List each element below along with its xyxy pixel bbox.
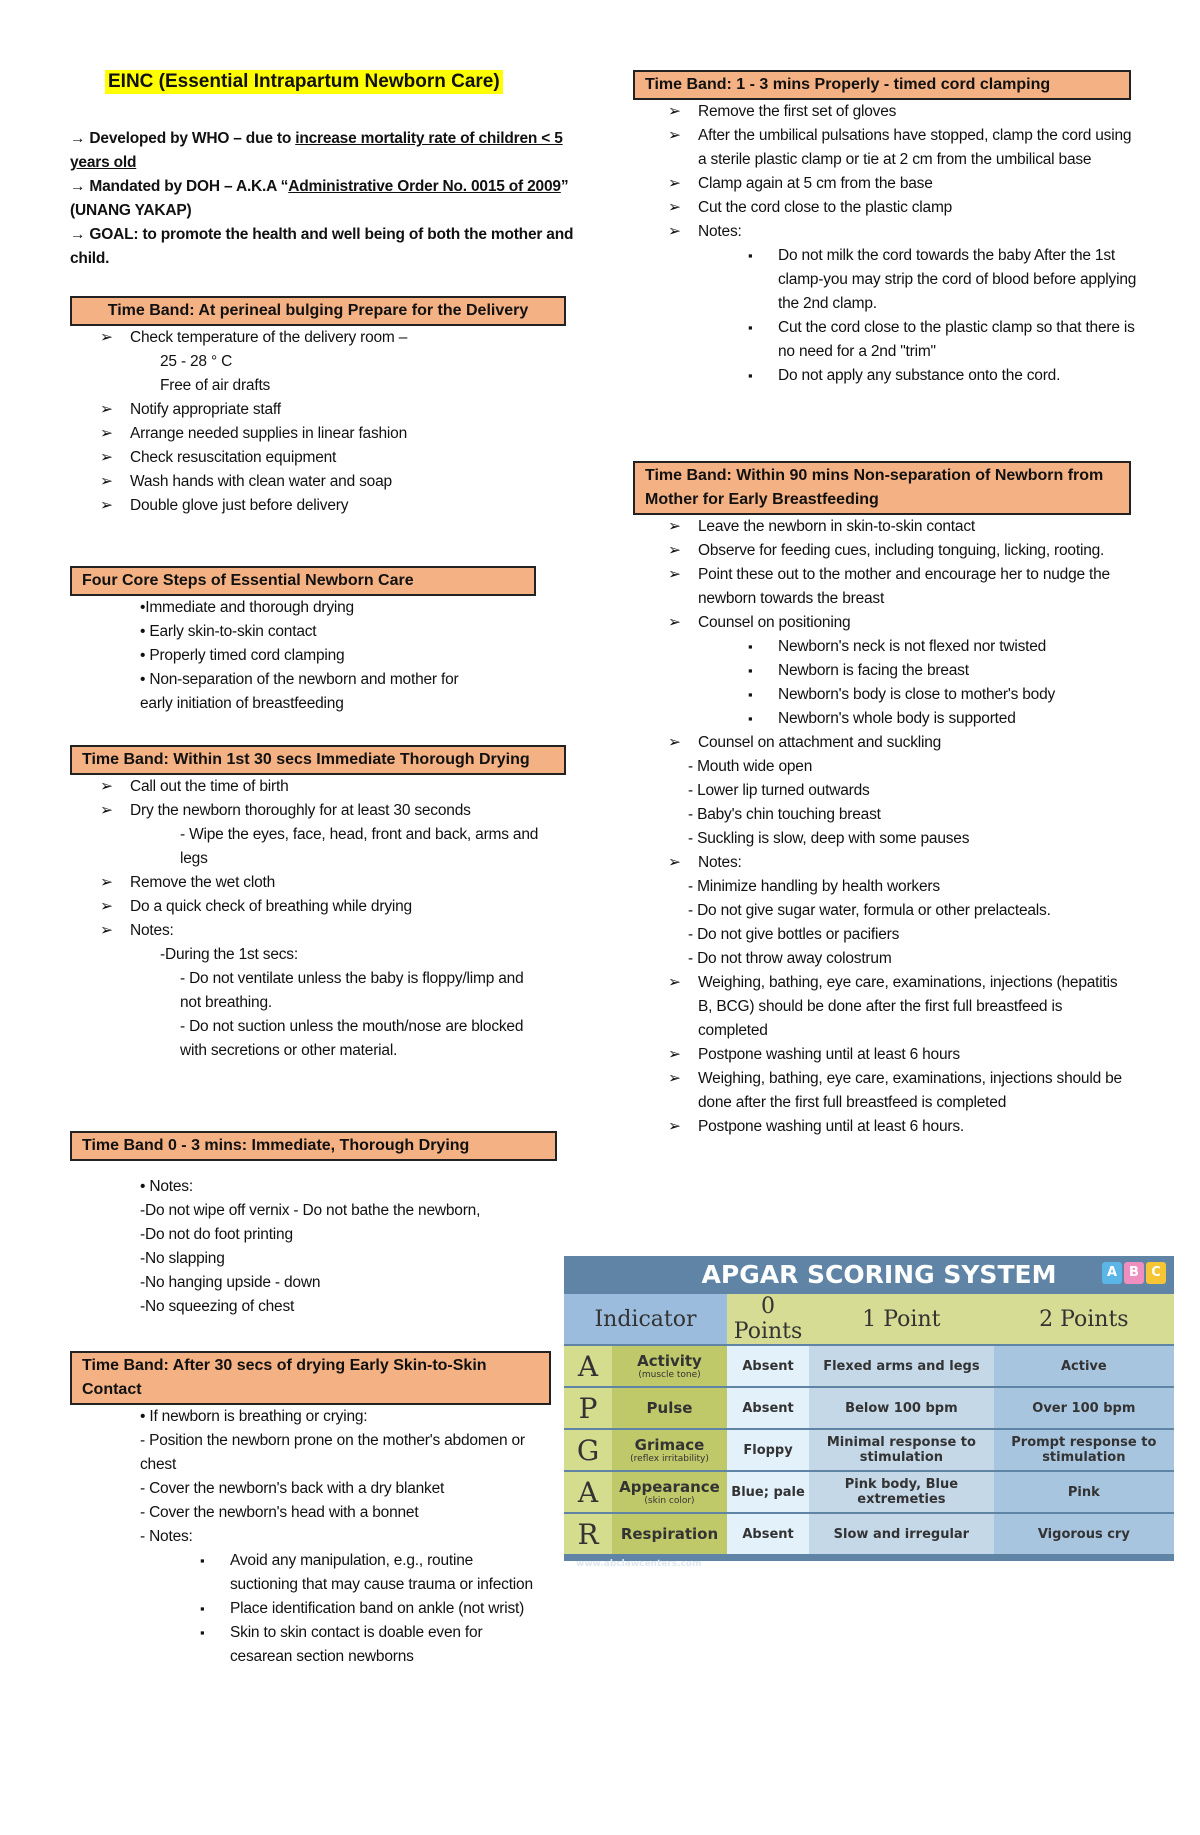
list-item-text: - Notes:	[140, 1528, 193, 1545]
list-item-text: Postpone washing until at least 6 hours.	[698, 1118, 965, 1135]
time-band-header: Time Band 0 - 3 mins: Immediate, Thorough Drying	[70, 1131, 557, 1161]
arrow-bullet-icon	[668, 220, 698, 244]
header-0: 0 Points	[727, 1294, 809, 1345]
list-item	[100, 1477, 540, 1501]
square-bullet-icon	[748, 659, 778, 683]
score-2-cell: Pink	[994, 1471, 1174, 1513]
indicator-cell	[612, 1429, 727, 1471]
list-item-text: Counsel on positioning	[698, 614, 851, 631]
list-item-text: - Do not ventilate unless the baby is floppy/limp and not breathing.	[180, 970, 524, 1011]
indicator-name: Grimace	[634, 1436, 705, 1454]
time-band-header: Time Band: Within 90 mins Non-separation of Newborn from Mother for Early Breastfeeding	[633, 461, 1131, 515]
list-item-text: -Do not do foot printing	[140, 1226, 293, 1243]
arrow-bullet-icon	[100, 446, 130, 470]
list-item	[100, 326, 540, 350]
list-item-text: - Cover the newborn's back with a dry blanket	[140, 1480, 445, 1497]
score-2-cell: Active	[994, 1345, 1174, 1387]
arrow-bullet-icon	[100, 919, 130, 943]
list-item-text: Clamp again at 5 cm from the base	[698, 175, 933, 192]
list-item-text: Leave the newborn in skin-to-skin contact	[698, 518, 975, 535]
list-item-text: • Notes:	[140, 1178, 193, 1195]
indicator-sub: (skin color)	[644, 1496, 695, 1506]
score-1-cell: Pink body, Blue extremeties	[809, 1471, 994, 1513]
square-bullet-icon	[200, 1597, 230, 1621]
block-c: C	[1146, 1262, 1166, 1284]
list-item	[100, 1015, 540, 1063]
list-item-text: Newborn's neck is not flexed nor twisted	[778, 638, 1047, 655]
list-item-text: Wash hands with clean water and soap	[130, 473, 392, 490]
time-band-header: Time Band: Within 1st 30 secs Immediate Thorough Drying	[70, 745, 566, 775]
apgar-letter: A	[564, 1345, 612, 1387]
list-item-text: Weighing, bathing, eye care, examinations, injections (hepatitis B, BCG) should be done after the first full breastfeed is completed	[698, 974, 1118, 1039]
list-item-text: -Do not wipe off vernix - Do not bathe the newborn,	[140, 1202, 481, 1219]
block-a: A	[1102, 1262, 1122, 1284]
indicator-name: Pulse	[646, 1399, 693, 1417]
section-list	[100, 775, 540, 1063]
arrow-bullet-icon	[100, 775, 130, 799]
arrow-bullet-icon	[100, 470, 130, 494]
list-item	[100, 919, 540, 943]
square-bullet-icon	[200, 1621, 230, 1669]
list-item	[100, 1597, 540, 1621]
list-item	[668, 539, 1128, 563]
indicator-cell	[612, 1513, 727, 1555]
list-item	[668, 707, 1128, 731]
score-1-cell: Minimal response to stimulation	[809, 1429, 994, 1471]
list-item-text: -No hanging upside - down	[140, 1274, 321, 1291]
list-item	[100, 620, 560, 644]
list-item	[100, 692, 560, 716]
score-1-cell: Below 100 bpm	[809, 1387, 994, 1429]
list-item-text: Postpone washing until at least 6 hours	[698, 1046, 960, 1063]
score-1-cell: Slow and irregular	[809, 1513, 994, 1555]
square-bullet-icon	[748, 316, 778, 364]
list-item	[100, 1199, 570, 1223]
list-item-text: - Do not suction unless the mouth/nose are blocked with secretions or other material.	[180, 1018, 524, 1059]
score-2-cell: Prompt response to stimulation	[994, 1429, 1174, 1471]
indicator-cell	[612, 1345, 727, 1387]
list-item	[668, 755, 1128, 779]
list-item	[668, 220, 1138, 244]
block-b: B	[1124, 1262, 1144, 1284]
list-item-text: -No slapping	[140, 1250, 225, 1267]
arrow-bullet-icon	[668, 196, 698, 220]
arrow-bullet-icon	[100, 799, 130, 823]
list-item	[100, 470, 540, 494]
list-item	[100, 374, 540, 398]
list-item-text: Observe for feeding cues, including tonguing, licking, rooting.	[698, 542, 1105, 559]
list-item	[100, 1501, 540, 1525]
apgar-letter: P	[564, 1387, 612, 1429]
arrow-bullet-icon	[668, 172, 698, 196]
list-item	[668, 100, 1138, 124]
square-bullet-icon	[748, 364, 778, 388]
list-item	[668, 683, 1128, 707]
indicator-sub: (muscle tone)	[638, 1370, 701, 1380]
list-item-text: Check resuscitation equipment	[130, 449, 337, 466]
indicator-sub: (reflex irritability)	[630, 1454, 709, 1464]
list-item	[100, 668, 560, 692]
apgar-title: APGAR SCORING SYSTEM	[701, 1260, 1057, 1289]
time-band-header: Four Core Steps of Essential Newborn Care	[70, 566, 536, 596]
list-item	[100, 1295, 570, 1319]
apgar-table-image	[564, 1256, 1174, 1569]
list-item	[100, 1175, 570, 1199]
apgar-row	[564, 1513, 1174, 1555]
arrow-bullet-icon	[100, 494, 130, 518]
list-item-text: Newborn's whole body is supported	[778, 710, 1016, 727]
apgar-letter: A	[564, 1471, 612, 1513]
list-item	[100, 943, 540, 967]
list-item-text: Cut the cord close to the plastic clamp	[698, 199, 953, 216]
list-item-text: - Lower lip turned outwards	[688, 782, 870, 799]
list-item-text: - Do not throw away colostrum	[688, 950, 892, 967]
section-list	[100, 596, 560, 716]
intro-doh-order: Administrative Order No. 0015 of 2009	[288, 178, 561, 195]
list-item-text: Check temperature of the delivery room –	[130, 329, 408, 346]
list-item	[668, 1043, 1128, 1067]
list-item-text: Do not milk the cord towards the baby After the 1st clamp-you may strip the cord of blood before applying the 2nd clamp.	[778, 247, 1137, 312]
list-item-text: - Baby's chin touching breast	[688, 806, 881, 823]
list-item	[100, 446, 540, 470]
list-item	[668, 364, 1138, 388]
intro-who: → Developed by WHO – due to	[70, 130, 296, 147]
section-list	[100, 1175, 570, 1319]
list-item-text: Arrange needed supplies in linear fashion	[130, 425, 408, 442]
arrow-bullet-icon	[668, 1043, 698, 1067]
arrow-bullet-icon	[668, 100, 698, 124]
header-1: 1 Point	[809, 1294, 994, 1345]
time-band-header: Time Band: After 30 secs of drying Early Skin-to-Skin Contact	[70, 1351, 551, 1405]
list-item	[668, 124, 1138, 172]
list-item-text: - Mouth wide open	[688, 758, 813, 775]
list-item	[100, 422, 540, 446]
intro-goal: → GOAL: to promote the health and well being of both the mother and child.	[70, 226, 574, 267]
arrow-bullet-icon	[668, 515, 698, 539]
apgar-row	[564, 1429, 1174, 1471]
arrow-bullet-icon	[668, 1115, 698, 1139]
arrow-bullet-icon	[668, 851, 698, 875]
list-item-text: Do a quick check of breathing while drying	[130, 898, 412, 915]
list-item-text: - Wipe the eyes, face, head, front and back, arms and legs	[180, 826, 539, 867]
list-item	[668, 731, 1128, 755]
list-item-text: Notes:	[698, 854, 742, 871]
indicator-name: Respiration	[620, 1525, 719, 1543]
list-item-text: Counsel on attachment and suckling	[698, 734, 942, 751]
list-item-text: Newborn's body is close to mother's body	[778, 686, 1056, 703]
list-item	[100, 775, 540, 799]
square-bullet-icon	[748, 683, 778, 707]
list-item	[668, 244, 1138, 316]
square-bullet-icon	[748, 707, 778, 731]
list-item-text: early initiation of breastfeeding	[140, 695, 344, 712]
list-item	[100, 1549, 540, 1597]
list-item-text: Skin to skin contact is doable even for cesarean section newborns	[230, 1624, 483, 1665]
list-item	[668, 851, 1128, 875]
intro-who-underlined: increase mortality rate of children < 5 years old	[70, 130, 563, 171]
indicator-name: Appearance	[619, 1478, 720, 1496]
list-item	[668, 827, 1128, 851]
list-item-text: •Immediate and thorough drying	[140, 599, 354, 616]
list-item	[668, 316, 1138, 364]
arrow-bullet-icon	[100, 326, 130, 350]
list-item	[100, 1223, 570, 1247]
arrow-bullet-icon	[100, 398, 130, 422]
arrow-bullet-icon	[100, 895, 130, 919]
list-item-text: Remove the wet cloth	[130, 874, 276, 891]
list-item-text: Avoid any manipulation, e.g., routine suctioning that may cause trauma or infection	[230, 1552, 533, 1593]
apgar-row	[564, 1345, 1174, 1387]
list-item	[100, 596, 560, 620]
indicator-cell	[612, 1387, 727, 1429]
list-item	[668, 923, 1128, 947]
list-item-text: - Do not give bottles or pacifiers	[688, 926, 900, 943]
list-item-text: Call out the time of birth	[130, 778, 289, 795]
list-item-text: - Minimize handling by health workers	[688, 878, 940, 895]
score-2-cell: Vigorous cry	[994, 1513, 1174, 1555]
list-item	[668, 611, 1128, 635]
list-item-text: - Do not give sugar water, formula or other prelacteals.	[688, 902, 1051, 919]
list-item	[668, 563, 1128, 611]
section-list	[100, 326, 540, 518]
list-item-text: Notes:	[130, 922, 174, 939]
score-0-cell: Absent	[727, 1387, 809, 1429]
list-item	[100, 494, 540, 518]
arrow-bullet-icon	[668, 971, 698, 1043]
score-0-cell: Blue; pale	[727, 1471, 809, 1513]
abc-blocks-icon	[1102, 1262, 1166, 1284]
apgar-row	[564, 1471, 1174, 1513]
header-indicator: Indicator	[564, 1294, 727, 1345]
intro-doh: → Mandated by DOH – A.K.A “	[70, 178, 289, 195]
apgar-source: www.abclawcenters.com	[576, 1559, 702, 1569]
section-list	[668, 100, 1138, 388]
list-item-text: After the umbilical pulsations have stopped, clamp the cord using a sterile plastic clamp or tie at 2 cm from the umbilical base	[698, 127, 1132, 168]
list-item-text: - Cover the newborn's head with a bonnet	[140, 1504, 419, 1521]
list-item	[100, 1405, 540, 1429]
list-item-text: Do not apply any substance onto the cord.	[778, 367, 1061, 384]
list-item-text: • If newborn is breathing or crying:	[140, 1408, 368, 1425]
list-item-text: - Position the newborn prone on the mother's abdomen or chest	[140, 1432, 525, 1473]
indicator-cell	[612, 1471, 727, 1513]
list-item	[100, 799, 540, 823]
list-item-text: Cut the cord close to the plastic clamp so that there is no need for a 2nd "trim"	[778, 319, 1135, 360]
list-item	[100, 895, 540, 919]
list-item-text: -During the 1st secs:	[160, 946, 298, 963]
list-item	[100, 1621, 540, 1669]
list-item	[668, 947, 1128, 971]
list-item	[100, 1525, 540, 1549]
list-item	[668, 196, 1138, 220]
list-item	[100, 823, 540, 871]
arrow-bullet-icon	[668, 611, 698, 635]
list-item	[100, 1247, 570, 1271]
list-item-text: Notify appropriate staff	[130, 401, 281, 418]
list-item-text: Dry the newborn thoroughly for at least 30 seconds	[130, 802, 471, 819]
list-item-text: • Early skin-to-skin contact	[140, 623, 317, 640]
list-item-text: • Non-separation of the newborn and mother for	[140, 671, 459, 688]
list-item	[100, 398, 540, 422]
score-0-cell: Absent	[727, 1345, 809, 1387]
list-item	[668, 515, 1128, 539]
section-list	[668, 515, 1128, 1139]
arrow-bullet-icon	[668, 1067, 698, 1115]
square-bullet-icon	[200, 1549, 230, 1597]
list-item	[100, 967, 540, 1015]
header-2: 2 Points	[994, 1294, 1174, 1345]
square-bullet-icon	[748, 635, 778, 659]
arrow-bullet-icon	[100, 422, 130, 446]
arrow-bullet-icon	[668, 124, 698, 172]
list-item-text: • Properly timed cord clamping	[140, 647, 345, 664]
indicator-name: Activity	[637, 1352, 702, 1370]
score-0-cell: Absent	[727, 1513, 809, 1555]
score-0-cell: Floppy	[727, 1429, 809, 1471]
apgar-letter: G	[564, 1429, 612, 1471]
intro-text	[70, 127, 575, 271]
list-item	[100, 350, 540, 374]
list-item	[668, 803, 1128, 827]
intro-doh-post: ” (UNANG YAKAP)	[70, 178, 569, 219]
list-item-text: Remove the first set of gloves	[698, 103, 897, 120]
section-list	[100, 1405, 540, 1669]
list-item	[668, 172, 1138, 196]
arrow-bullet-icon	[668, 563, 698, 611]
score-1-cell: Flexed arms and legs	[809, 1345, 994, 1387]
apgar-header-row	[564, 1294, 1174, 1345]
list-item	[668, 1067, 1128, 1115]
list-item	[100, 1271, 570, 1295]
list-item-text: 25 - 28 ° C	[160, 353, 233, 370]
list-item	[668, 779, 1128, 803]
list-item-text: Free of air drafts	[160, 377, 271, 394]
list-item-text: Point these out to the mother and encourage her to nudge the newborn towards the breast	[698, 566, 1110, 607]
arrow-bullet-icon	[668, 731, 698, 755]
apgar-row	[564, 1387, 1174, 1429]
list-item-text: Newborn is facing the breast	[778, 662, 969, 679]
apgar-letter: R	[564, 1513, 612, 1555]
list-item	[668, 875, 1128, 899]
list-item-text: -No squeezing of chest	[140, 1298, 295, 1315]
document-title: EINC (Essential Intrapartum Newborn Care)	[105, 70, 503, 94]
arrow-bullet-icon	[100, 871, 130, 895]
list-item	[668, 635, 1128, 659]
time-band-header: Time Band: 1 - 3 mins Properly - timed cord clamping	[633, 70, 1131, 100]
list-item-text: Notes:	[698, 223, 742, 240]
apgar-table	[564, 1294, 1174, 1556]
list-item-text: Place identification band on ankle (not wrist)	[230, 1600, 525, 1617]
list-item-text: Weighing, bathing, eye care, examinations, injections should be done after the first full breastfeed is completed	[698, 1070, 1122, 1111]
time-band-header: Time Band: At perineal bulging Prepare for the Delivery	[70, 296, 566, 326]
list-item	[100, 1429, 540, 1477]
list-item-text: - Suckling is slow, deep with some pauses	[688, 830, 970, 847]
arrow-bullet-icon	[668, 539, 698, 563]
list-item	[100, 871, 540, 895]
score-2-cell: Over 100 bpm	[994, 1387, 1174, 1429]
list-item	[100, 644, 560, 668]
list-item	[668, 659, 1128, 683]
square-bullet-icon	[748, 244, 778, 316]
list-item-text: Double glove just before delivery	[130, 497, 349, 514]
list-item	[668, 899, 1128, 923]
list-item	[668, 1115, 1128, 1139]
list-item	[668, 971, 1128, 1043]
